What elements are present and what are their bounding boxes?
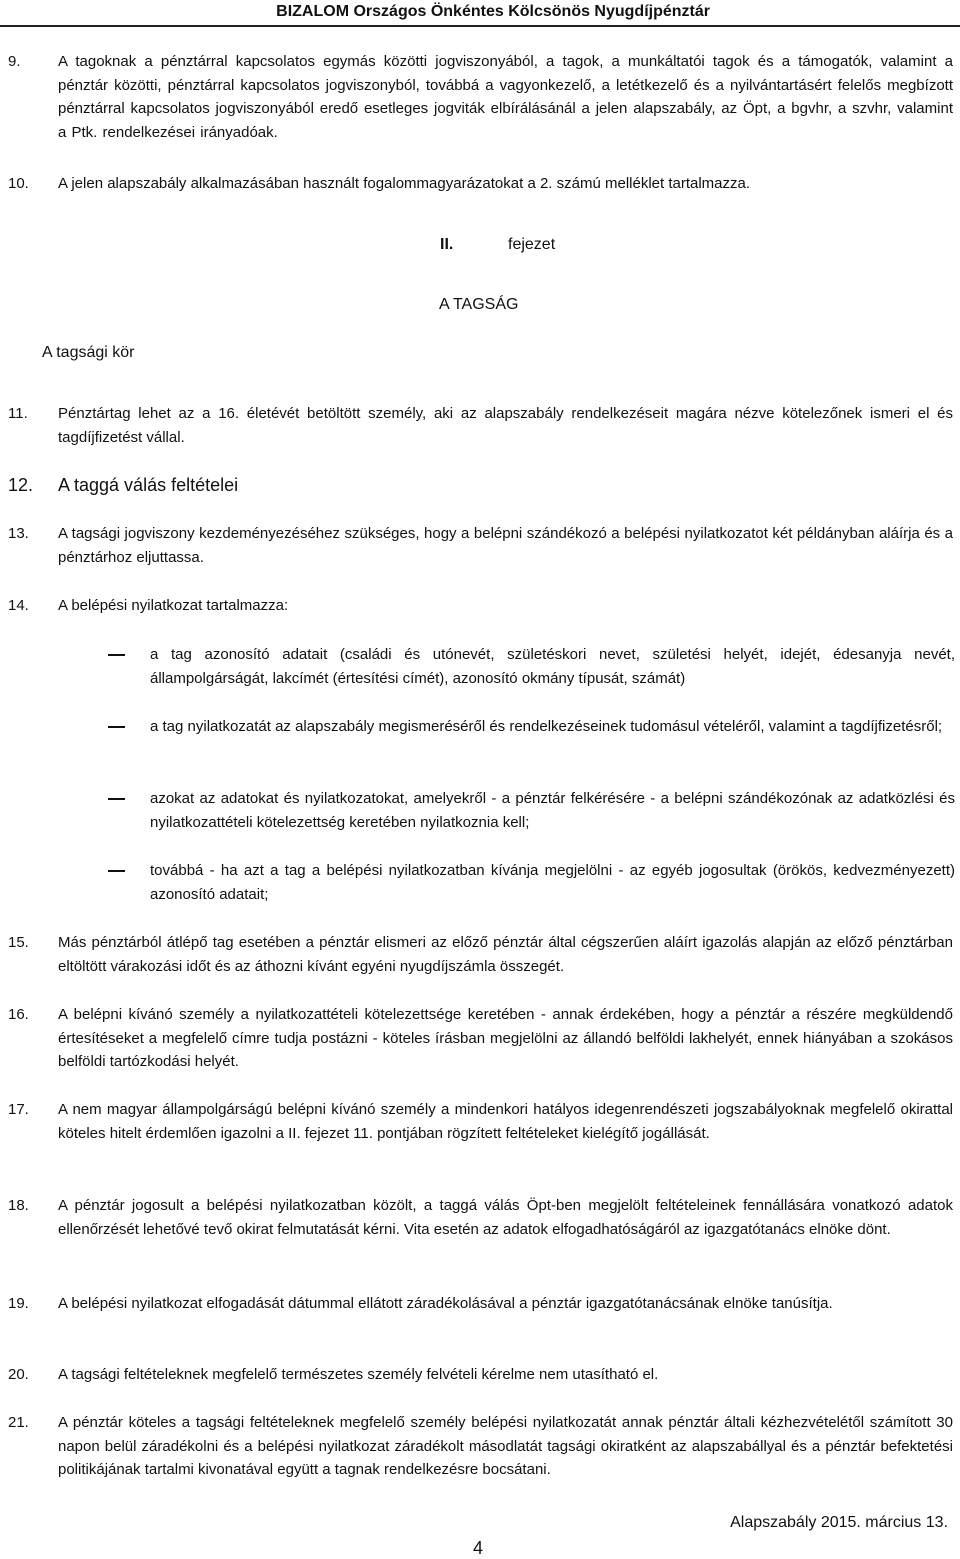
- subheading-12: [8, 475, 238, 496]
- chapter-title: A TAGSÁG: [439, 296, 519, 313]
- dash-bullet: [108, 870, 125, 872]
- paragraph-10: [8, 172, 953, 196]
- list-item: [108, 859, 955, 906]
- paragraph-number: 15.: [8, 934, 29, 951]
- page-number: 4: [473, 1538, 484, 1558]
- paragraph-text: A belépni kívánó személy a nyilatkozattételi kötelezettsége keretében - annak érdekében, hogy a pénztár a részére megküldendő értesítéseket a megfelelő címre tudja postázni - köteles írásban megjelölni az állandó belföldi lakhelyét, ennek hiányában a szokásos belföldi tartózkodási helyét.: [58, 1006, 953, 1070]
- paragraph-text: A belépési nyilatkozat elfogadását dátummal ellátott záradékolásával a pénztár igazgatótanácsának elnöke tanúsítja.: [58, 1295, 833, 1312]
- paragraph-text: A belépési nyilatkozat tartalmazza:: [58, 597, 289, 614]
- header-title: BIZALOM Országos Önkéntes Kölcsönös Nyugdíjpénztár: [276, 3, 710, 20]
- paragraph-14: [8, 594, 953, 618]
- list-item: [108, 715, 955, 739]
- list-item-text: továbbá - ha azt a tag a belépési nyilatkozatban kívánja megjelölni - az egyéb jogosultak (örökös, kedvezményezett) azonosító adatait;: [150, 862, 955, 903]
- paragraph-11: [8, 402, 953, 449]
- section-heading: A tagsági kör: [42, 344, 135, 361]
- paragraph-17: [8, 1098, 953, 1145]
- paragraph-19: [8, 1292, 953, 1316]
- paragraph-number: 20.: [8, 1366, 29, 1383]
- paragraph-text: Pénztártag lehet az a 16. életévét betöltött személy, aki az alapszabály rendelkezéseit magára nézve kötelezőnek ismeri el és tagdíjfizetést vállal.: [58, 405, 953, 446]
- subheading-text: A taggá válás feltételei: [58, 475, 239, 495]
- paragraph-text: A tagsági feltételeknek megfelelő természetes személy felvételi kérelme nem utasítható el.: [58, 1366, 659, 1383]
- paragraph-13: [8, 522, 953, 569]
- paragraph-number: 14.: [8, 597, 29, 614]
- paragraph-18: [8, 1194, 953, 1241]
- list-item: [108, 643, 955, 690]
- dash-bullet: [108, 726, 125, 728]
- paragraph-9: [8, 50, 953, 144]
- list-item: [108, 787, 955, 834]
- paragraph-text: Más pénztárból átlépő tag esetében a pénztár elismeri az előző pénztár által cégszerűen aláírt igazolás alapján az előző pénztárban eltöltött várakozási időt és az áthozni kívánt egyéni nyugdíjszámla összegét.: [58, 934, 953, 975]
- dash-bullet: [108, 654, 125, 656]
- paragraph-text: A pénztár jogosult a belépési nyilatkozatban közölt, a taggá válás Öpt-ben megjelölt feltételeinek fennállására vonatkozó adatok ellenőrzését lehetővé tevő okirat felmutatását kérni. Vita esetén az adatok elfogadhatóságáról az igazgatótanács elnöke dönt.: [58, 1197, 953, 1238]
- list-item-text: azokat az adatokat és nyilatkozatokat, amelyekről - a pénztár felkérésére - a belépni szándékozónak az adatközlési és nyilatkozattételi kötelezettség keretében nyilatkoznia kell;: [150, 790, 955, 831]
- paragraph-text: A tagoknak a pénztárral kapcsolatos egymás közötti jogviszonyából, a tagok, a munkáltatói tagok és a támogatók, valamint a pénztár közötti, pénztárral kapcsolatos jogviszonyból, továbbá a vagyonkezelő, a letétkezelő és a nyilvántartásért felelős megbízott pénztárral kapcsolatos jogviszonyából eredő esetleges jogviták elbírálásánál a jelen alapszabály, az Öpt, a bgvhr, a szvhr, valamint a Ptk. rendelkezései irányadóak.: [58, 53, 953, 141]
- chapter-number: II.: [440, 236, 454, 253]
- paragraph-text: A jelen alapszabály alkalmazásában használt fogalommagyarázatokat a 2. számú melléklet tartalmazza.: [58, 175, 751, 192]
- dash-bullet: [108, 798, 125, 800]
- paragraph-number: 17.: [8, 1101, 29, 1118]
- paragraph-text: A nem magyar állampolgárságú belépni kívánó személy a mindenkori hatályos idegenrendészeti jogszabályoknak megfelelő okirattal köteles hitelt érdemlően igazolni a II. fejezet 11. pontjában rögzített feltételeket kielégítő jogállását.: [58, 1101, 953, 1142]
- chapter-label: fejezet: [508, 236, 556, 253]
- list-item-text: a tag nyilatkozatát az alapszabály megismeréséről és rendelkezéseinek tudomásul vételéről, valamint a tagdíjfizetésről;: [150, 718, 943, 735]
- paragraph-number: 9.: [8, 53, 21, 70]
- paragraph-number: 19.: [8, 1295, 29, 1312]
- page-header: [0, 0, 960, 24]
- paragraph-text: A pénztár köteles a tagsági feltételeknek megfelelő személy belépési nyilatkozatát annak pénztár általi kézhezvételétől számított 30 napon belül záradékolni és a belépési nyilatkozat záradékolt másodlatát tagsági okiratként az alapszabállyal és a pénztár befektetési politikájának tartalmi kivonatával együtt a tagnak rendelkezésre bocsátani.: [58, 1414, 953, 1478]
- paragraph-16: [8, 1003, 953, 1074]
- paragraph-number: 18.: [8, 1197, 29, 1214]
- paragraph-number: 21.: [8, 1414, 29, 1431]
- paragraph-number: 13.: [8, 525, 29, 542]
- paragraph-20: [8, 1363, 953, 1387]
- header-divider: [0, 25, 960, 27]
- subheading-number: 12.: [8, 475, 34, 495]
- paragraph-21: [8, 1411, 953, 1482]
- paragraph-15: [8, 931, 953, 978]
- paragraph-number: 16.: [8, 1006, 29, 1023]
- paragraph-number: 10.: [8, 175, 29, 192]
- paragraph-number: 11.: [8, 405, 28, 422]
- footer-date: Alapszabály 2015. március 13.: [730, 1514, 948, 1531]
- list-item-text: a tag azonosító adatait (családi és utónevét, születéskori nevet, születési helyét, idejét, édesanyja nevét, állampolgárságát, lakcímét (értesítési címét), azonosító okmány típusát, számát): [150, 646, 955, 687]
- paragraph-text: A tagsági jogviszony kezdeményezéséhez szükséges, hogy a belépni szándékozó a belépési nyilatkozatot két példányban aláírja és a pénztárhoz eljuttassa.: [58, 525, 953, 566]
